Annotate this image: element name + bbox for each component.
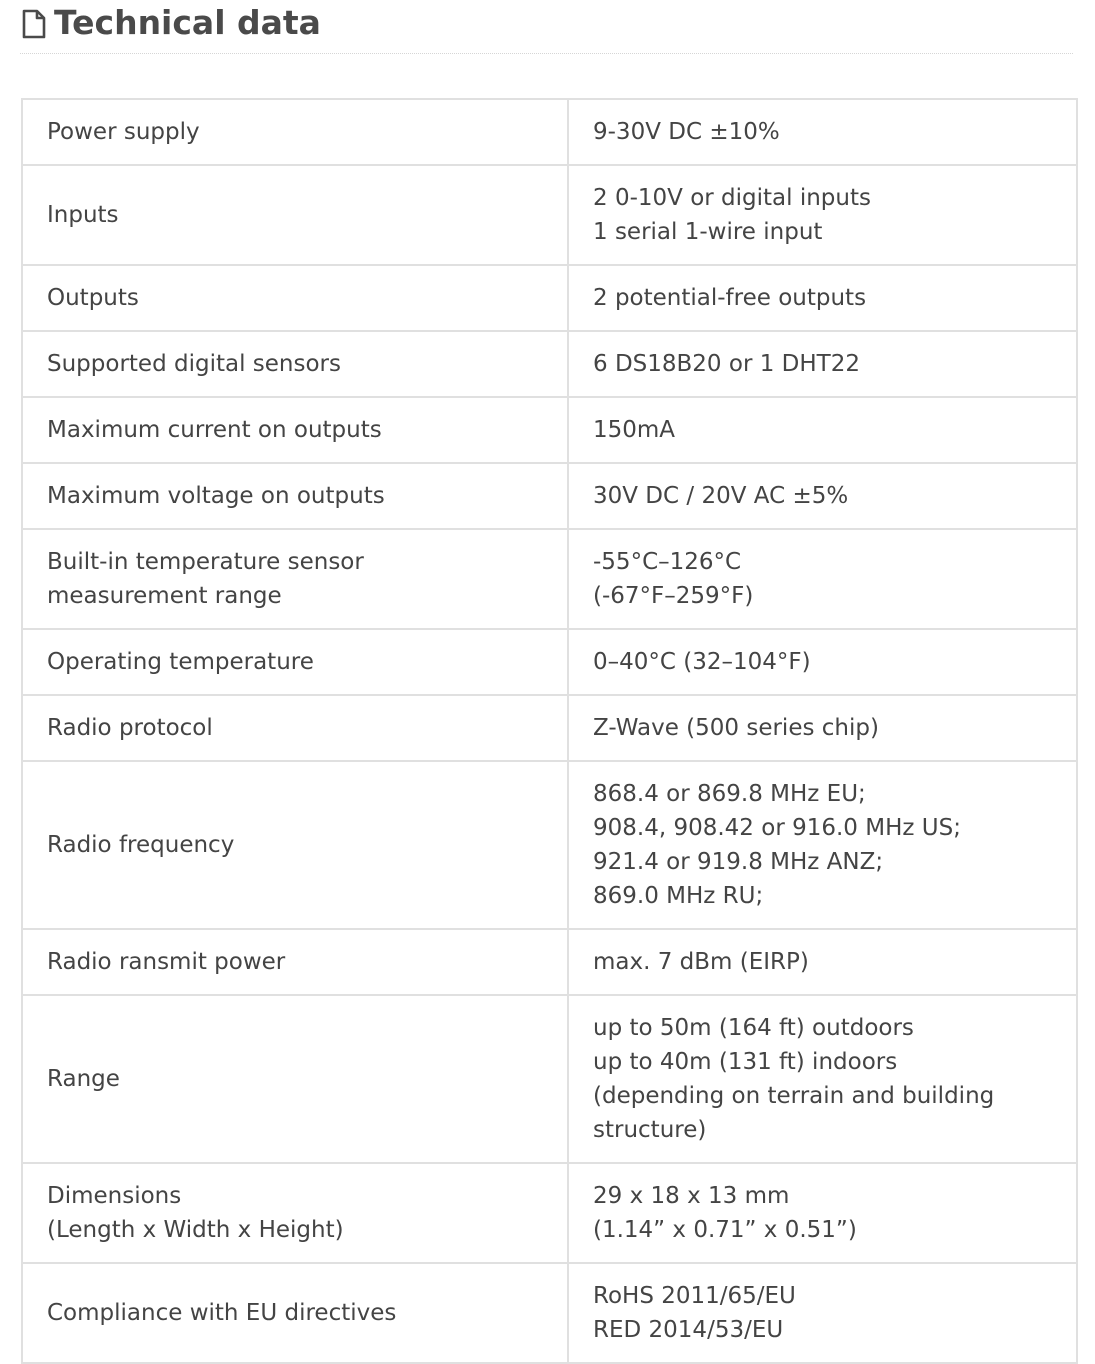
spec-value-line: (-67°F–259°F) <box>593 583 754 609</box>
spec-value-line: (1.14” x 0.71” x 0.51”) <box>593 1217 857 1243</box>
spec-value <box>568 463 1077 529</box>
spec-label-line: Dimensions <box>47 1183 182 1209</box>
table-row <box>22 99 1077 165</box>
spec-label-line: (Length x Width x Height) <box>47 1217 344 1243</box>
spec-value-line: up to 40m (131 ft) indoors <box>593 1049 898 1075</box>
table-row <box>22 995 1077 1163</box>
spec-value <box>568 265 1077 331</box>
spec-value-line: up to 50m (164 ft) outdoors <box>593 1015 914 1041</box>
spec-label <box>22 529 568 629</box>
table-row <box>22 1263 1077 1363</box>
spec-value <box>568 1163 1077 1263</box>
spec-value-line: 908.4, 908.42 or 916.0 MHz US; <box>593 815 961 841</box>
spec-value-line: Z-Wave (500 series chip) <box>593 715 879 741</box>
spec-value <box>568 995 1077 1163</box>
spec-label-line: Radio protocol <box>47 715 213 741</box>
spec-value <box>568 99 1077 165</box>
spec-label-line: Range <box>47 1066 120 1092</box>
spec-value-line: RED 2014/53/EU <box>593 1317 784 1343</box>
document-icon <box>20 9 48 39</box>
spec-value <box>568 331 1077 397</box>
spec-label-line: Maximum current on outputs <box>47 417 382 443</box>
spec-value-line: 29 x 18 x 13 mm <box>593 1183 790 1209</box>
spec-label-line: Radio frequency <box>47 832 235 858</box>
spec-value-line: max. 7 dBm (EIRP) <box>593 949 809 975</box>
spec-label <box>22 629 568 695</box>
spec-label-line: Power supply <box>47 119 200 145</box>
spec-label-line: Supported digital sensors <box>47 351 341 377</box>
spec-label-line: Operating temperature <box>47 649 314 675</box>
spec-value-line: 869.0 MHz RU; <box>593 883 764 909</box>
spec-label <box>22 397 568 463</box>
spec-label-line: Inputs <box>47 202 119 228</box>
spec-value <box>568 529 1077 629</box>
technical-data-table <box>21 98 1078 1364</box>
table-row <box>22 1163 1077 1263</box>
spec-value <box>568 929 1077 995</box>
spec-value-line: 150mA <box>593 417 676 443</box>
spec-value-line: 30V DC / 20V AC ±5% <box>593 483 849 509</box>
spec-value <box>568 761 1077 929</box>
table-row <box>22 629 1077 695</box>
spec-label <box>22 99 568 165</box>
spec-value-line: 921.4 or 919.8 MHz ANZ; <box>593 849 884 875</box>
spec-label-line: Radio ransmit power <box>47 949 286 975</box>
spec-value-line: 2 0-10V or digital inputs <box>593 185 871 211</box>
table-row <box>22 761 1077 929</box>
spec-value-line: -55°C–126°C <box>593 549 742 575</box>
table-row <box>22 529 1077 629</box>
spec-value-line: structure) <box>593 1117 707 1143</box>
spec-label <box>22 995 568 1163</box>
section-title: Technical data <box>54 3 321 42</box>
spec-label <box>22 929 568 995</box>
spec-value-line: 9-30V DC ±10% <box>593 119 780 145</box>
spec-label <box>22 463 568 529</box>
spec-label <box>22 1263 568 1363</box>
table-row <box>22 463 1077 529</box>
spec-value <box>568 397 1077 463</box>
table-row <box>22 165 1077 265</box>
spec-value-line: 1 serial 1-wire input <box>593 219 823 245</box>
spec-label <box>22 331 568 397</box>
spec-label-line: measurement range <box>47 583 282 609</box>
table-row <box>22 695 1077 761</box>
spec-label <box>22 761 568 929</box>
table-row <box>22 929 1077 995</box>
spec-label <box>22 165 568 265</box>
spec-value-line: RoHS 2011/65/EU <box>593 1283 796 1309</box>
table-row <box>22 331 1077 397</box>
spec-label-line: Compliance with EU directives <box>47 1300 397 1326</box>
spec-value-line: 6 DS18B20 or 1 DHT22 <box>593 351 860 377</box>
table-row <box>22 397 1077 463</box>
spec-label-line: Outputs <box>47 285 139 311</box>
spec-label <box>22 265 568 331</box>
spec-value-line: 0–40°C (32–104°F) <box>593 649 811 675</box>
spec-label-line: Built-in temperature sensor <box>47 549 364 575</box>
spec-label <box>22 695 568 761</box>
spec-label-line: Maximum voltage on outputs <box>47 483 385 509</box>
spec-value <box>568 695 1077 761</box>
spec-value-line: 2 potential-free outputs <box>593 285 867 311</box>
spec-value <box>568 1263 1077 1363</box>
spec-label <box>22 1163 568 1263</box>
spec-value <box>568 629 1077 695</box>
section-header <box>20 0 1073 54</box>
spec-value <box>568 165 1077 265</box>
spec-value-line: (depending on terrain and building <box>593 1083 995 1109</box>
spec-value-line: 868.4 or 869.8 MHz EU; <box>593 781 866 807</box>
table-row <box>22 265 1077 331</box>
